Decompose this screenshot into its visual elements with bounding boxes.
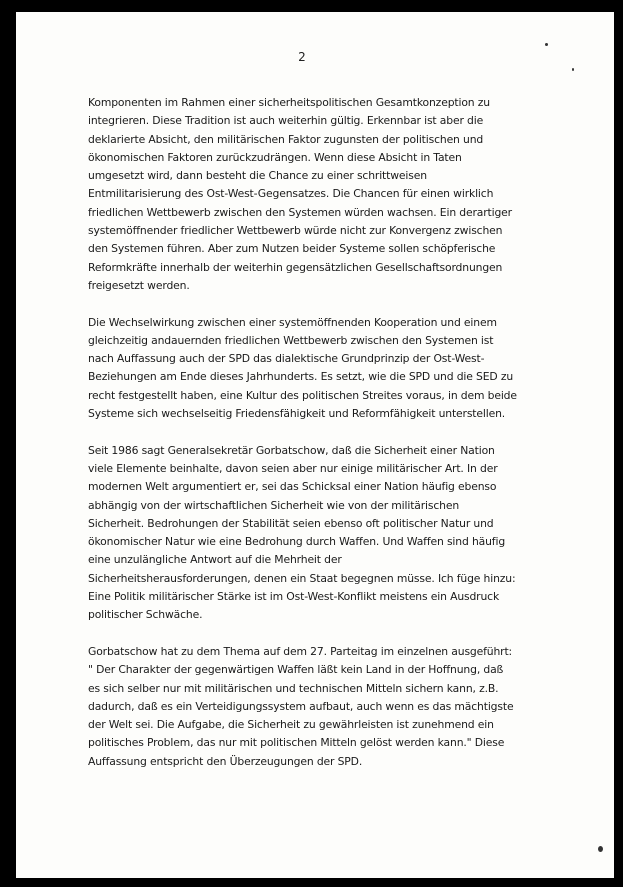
text-line: abhängig von der wirtschaftlichen Sicherheit wie von der militärischen <box>88 498 460 512</box>
scan-speck <box>572 68 574 71</box>
text-line: umgesetzt wird, dann besteht die Chance zu einer schrittweisen <box>88 169 427 183</box>
text-line: Die Wechselwirkung zwischen einer systemöffnenden Kooperation und einem <box>88 315 497 329</box>
document-body <box>88 94 528 789</box>
document-page <box>16 12 614 878</box>
text-line: freigesetzt werden. <box>88 278 190 292</box>
page-number: 2 <box>298 50 306 64</box>
text-line: gleichzeitig andauernden friedlichen Wettbewerb zwischen den Systemen ist <box>88 333 494 347</box>
text-line: Sicherheitsherausforderungen, denen ein Staat begegnen müsse. Ich füge hinzu: <box>88 571 516 585</box>
text-line: nach Auffassung auch der SPD das dialektische Grundprinzip der Ost-West- <box>88 352 485 366</box>
text-line: integrieren. Diese Tradition ist auch weiterhin gültig. Erkennbar ist aber die <box>88 114 484 128</box>
text-line: Entmilitarisierung des Ost-West-Gegensatzes. Die Chancen für einen wirklich <box>88 187 494 201</box>
text-line: Eine Politik militärischer Stärke ist im Ost-West-Konflikt meistens ein Ausdruck <box>88 590 500 604</box>
paragraph <box>88 314 528 424</box>
text-line: Beziehungen am Ende dieses Jahrhunderts. Es setzt, wie die SPD und die SED zu <box>88 370 514 384</box>
text-line: Sicherheit. Bedrohungen der Stabilität seien ebenso oft politischer Natur und <box>88 516 494 530</box>
text-line: deklarierte Absicht, den militärischen Faktor zugunsten der politischen und <box>88 132 484 146</box>
text-line: ökonomischen Faktoren zurückzudrängen. Wenn diese Absicht in Taten <box>88 150 462 164</box>
text-line: Reformkräfte innerhalb der weiterhin gegensätzlichen Gesellschaftsordnungen <box>88 260 503 274</box>
text-line: es sich selber nur mit militärischen und technischen Mitteln sichern kann, z.B. <box>88 681 499 695</box>
text-line: eine unzulängliche Antwort auf die Mehrheit der <box>88 553 342 567</box>
text-line: den Systemen führen. Aber zum Nutzen beider Systeme sollen schöpferische <box>88 242 496 256</box>
text-line: Seit 1986 sagt Generalsekretär Gorbatschow, daß die Sicherheit einer Nation <box>88 443 495 457</box>
text-line: friedlichen Wettbewerb zwischen den Systemen würden wachsen. Ein derartiger <box>88 205 512 219</box>
paragraph <box>88 442 528 625</box>
scan-speck <box>545 43 548 46</box>
text-line: viele Elemente beinhalte, davon seien aber nur einige militärischer Art. In der <box>88 461 498 475</box>
scan-speck <box>598 846 603 852</box>
text-line: " Der Charakter der gegenwärtigen Waffen läßt kein Land in der Hoffnung, daß <box>88 663 504 677</box>
text-line: Komponenten im Rahmen einer sicherheitspolitischen Gesamtkonzeption zu <box>88 96 490 109</box>
text-line: systemöffnender friedlicher Wettbewerb würde nicht zur Konvergenz zwischen <box>88 224 503 238</box>
paragraph <box>88 643 528 771</box>
text-line: Systeme sich wechselseitig Friedensfähigkeit und Reformfähigkeit unterstellen. <box>88 407 506 421</box>
text-line: dadurch, daß es ein Verteidigungssystem aufbaut, auch wenn es das mächtigste <box>88 699 514 713</box>
text-line: der Welt sei. Die Aufgabe, die Sicherheit zu gewährleisten ist zunehmend ein <box>88 718 494 732</box>
text-line: ökonomischer Natur wie eine Bedrohung durch Waffen. Und Waffen sind häufig <box>88 535 506 549</box>
text-line: politischer Schwäche. <box>88 608 203 622</box>
text-line: Auffassung entspricht den Überzeugungen der SPD. <box>88 754 363 768</box>
text-line: modernen Welt argumentiert er, sei das Schicksal einer Nation häufig ebenso <box>88 480 497 494</box>
paragraph <box>88 94 528 295</box>
text-line: recht festgestellt haben, eine Kultur des politischen Streites voraus, in dem beide <box>88 388 517 402</box>
text-line: Gorbatschow hat zu dem Thema auf dem 27. Parteitag im einzelnen ausgeführt: <box>88 644 513 658</box>
text-line: politisches Problem, das nur mit politischen Mitteln gelöst werden kann." Diese <box>88 736 505 750</box>
